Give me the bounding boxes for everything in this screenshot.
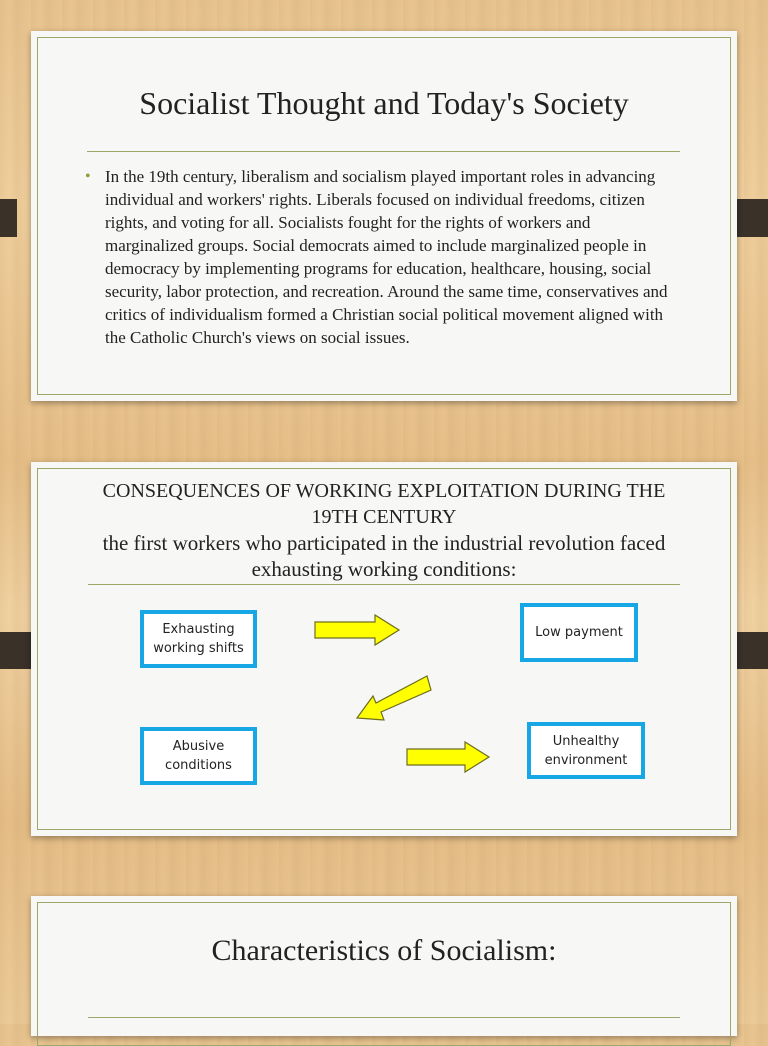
slide-3-title-rule (88, 1017, 680, 1018)
box-abusive-conditions: Abusive conditions (140, 727, 257, 785)
slide-2-heading-line2: 19TH CENTURY (311, 506, 457, 528)
slide-1-bullet (87, 165, 677, 349)
slide-2 (31, 462, 737, 836)
box-exhausting-working-shifts: Exhausting working shifts (140, 610, 257, 668)
slide-2-heading (51, 478, 717, 582)
slide-3-frame (37, 902, 731, 1046)
box-unhealthy-environment: Unhealthy environment (527, 722, 645, 779)
bullet-dot-icon: • (85, 168, 91, 185)
right-arrow-icon (405, 740, 493, 774)
slide-3-title: Characteristics of Socialism: (211, 934, 557, 967)
slide-2-subheading: the first workers who participated in the industrial revolution faced exhausting working conditions: (102, 531, 666, 581)
slide-1-title-rule (87, 151, 680, 152)
slide-1 (31, 31, 737, 401)
slide-1-title: Socialist Thought and Today's Society (139, 85, 629, 121)
slide-tab-left (0, 199, 17, 237)
right-arrow-icon (313, 613, 403, 647)
slide-3 (31, 896, 737, 1036)
slide-2-title-rule (88, 584, 680, 585)
down-left-arrow-icon (353, 672, 433, 728)
slide-1-bullet-text: In the 19th century, liberalism and socialism played important roles in advancing individual and workers' rights. Liberals focused on individual freedoms, citizen rights, and voting for all. Socialists fought for the rights of workers and marginalized groups. Social democrats aimed to include marginalized people in democracy by implementing programs for education, healthcare, housing, social security, labor protection, and recreation. Around the same time, conservatives and critics of individualism formed a Christian social political movement aligned with the Catholic Church's views on social issues. (105, 167, 668, 347)
slide-2-heading-line1: CONSEQUENCES OF WORKING EXPLOITATION DURING THE (102, 480, 666, 502)
box-low-payment: Low payment (520, 603, 638, 662)
